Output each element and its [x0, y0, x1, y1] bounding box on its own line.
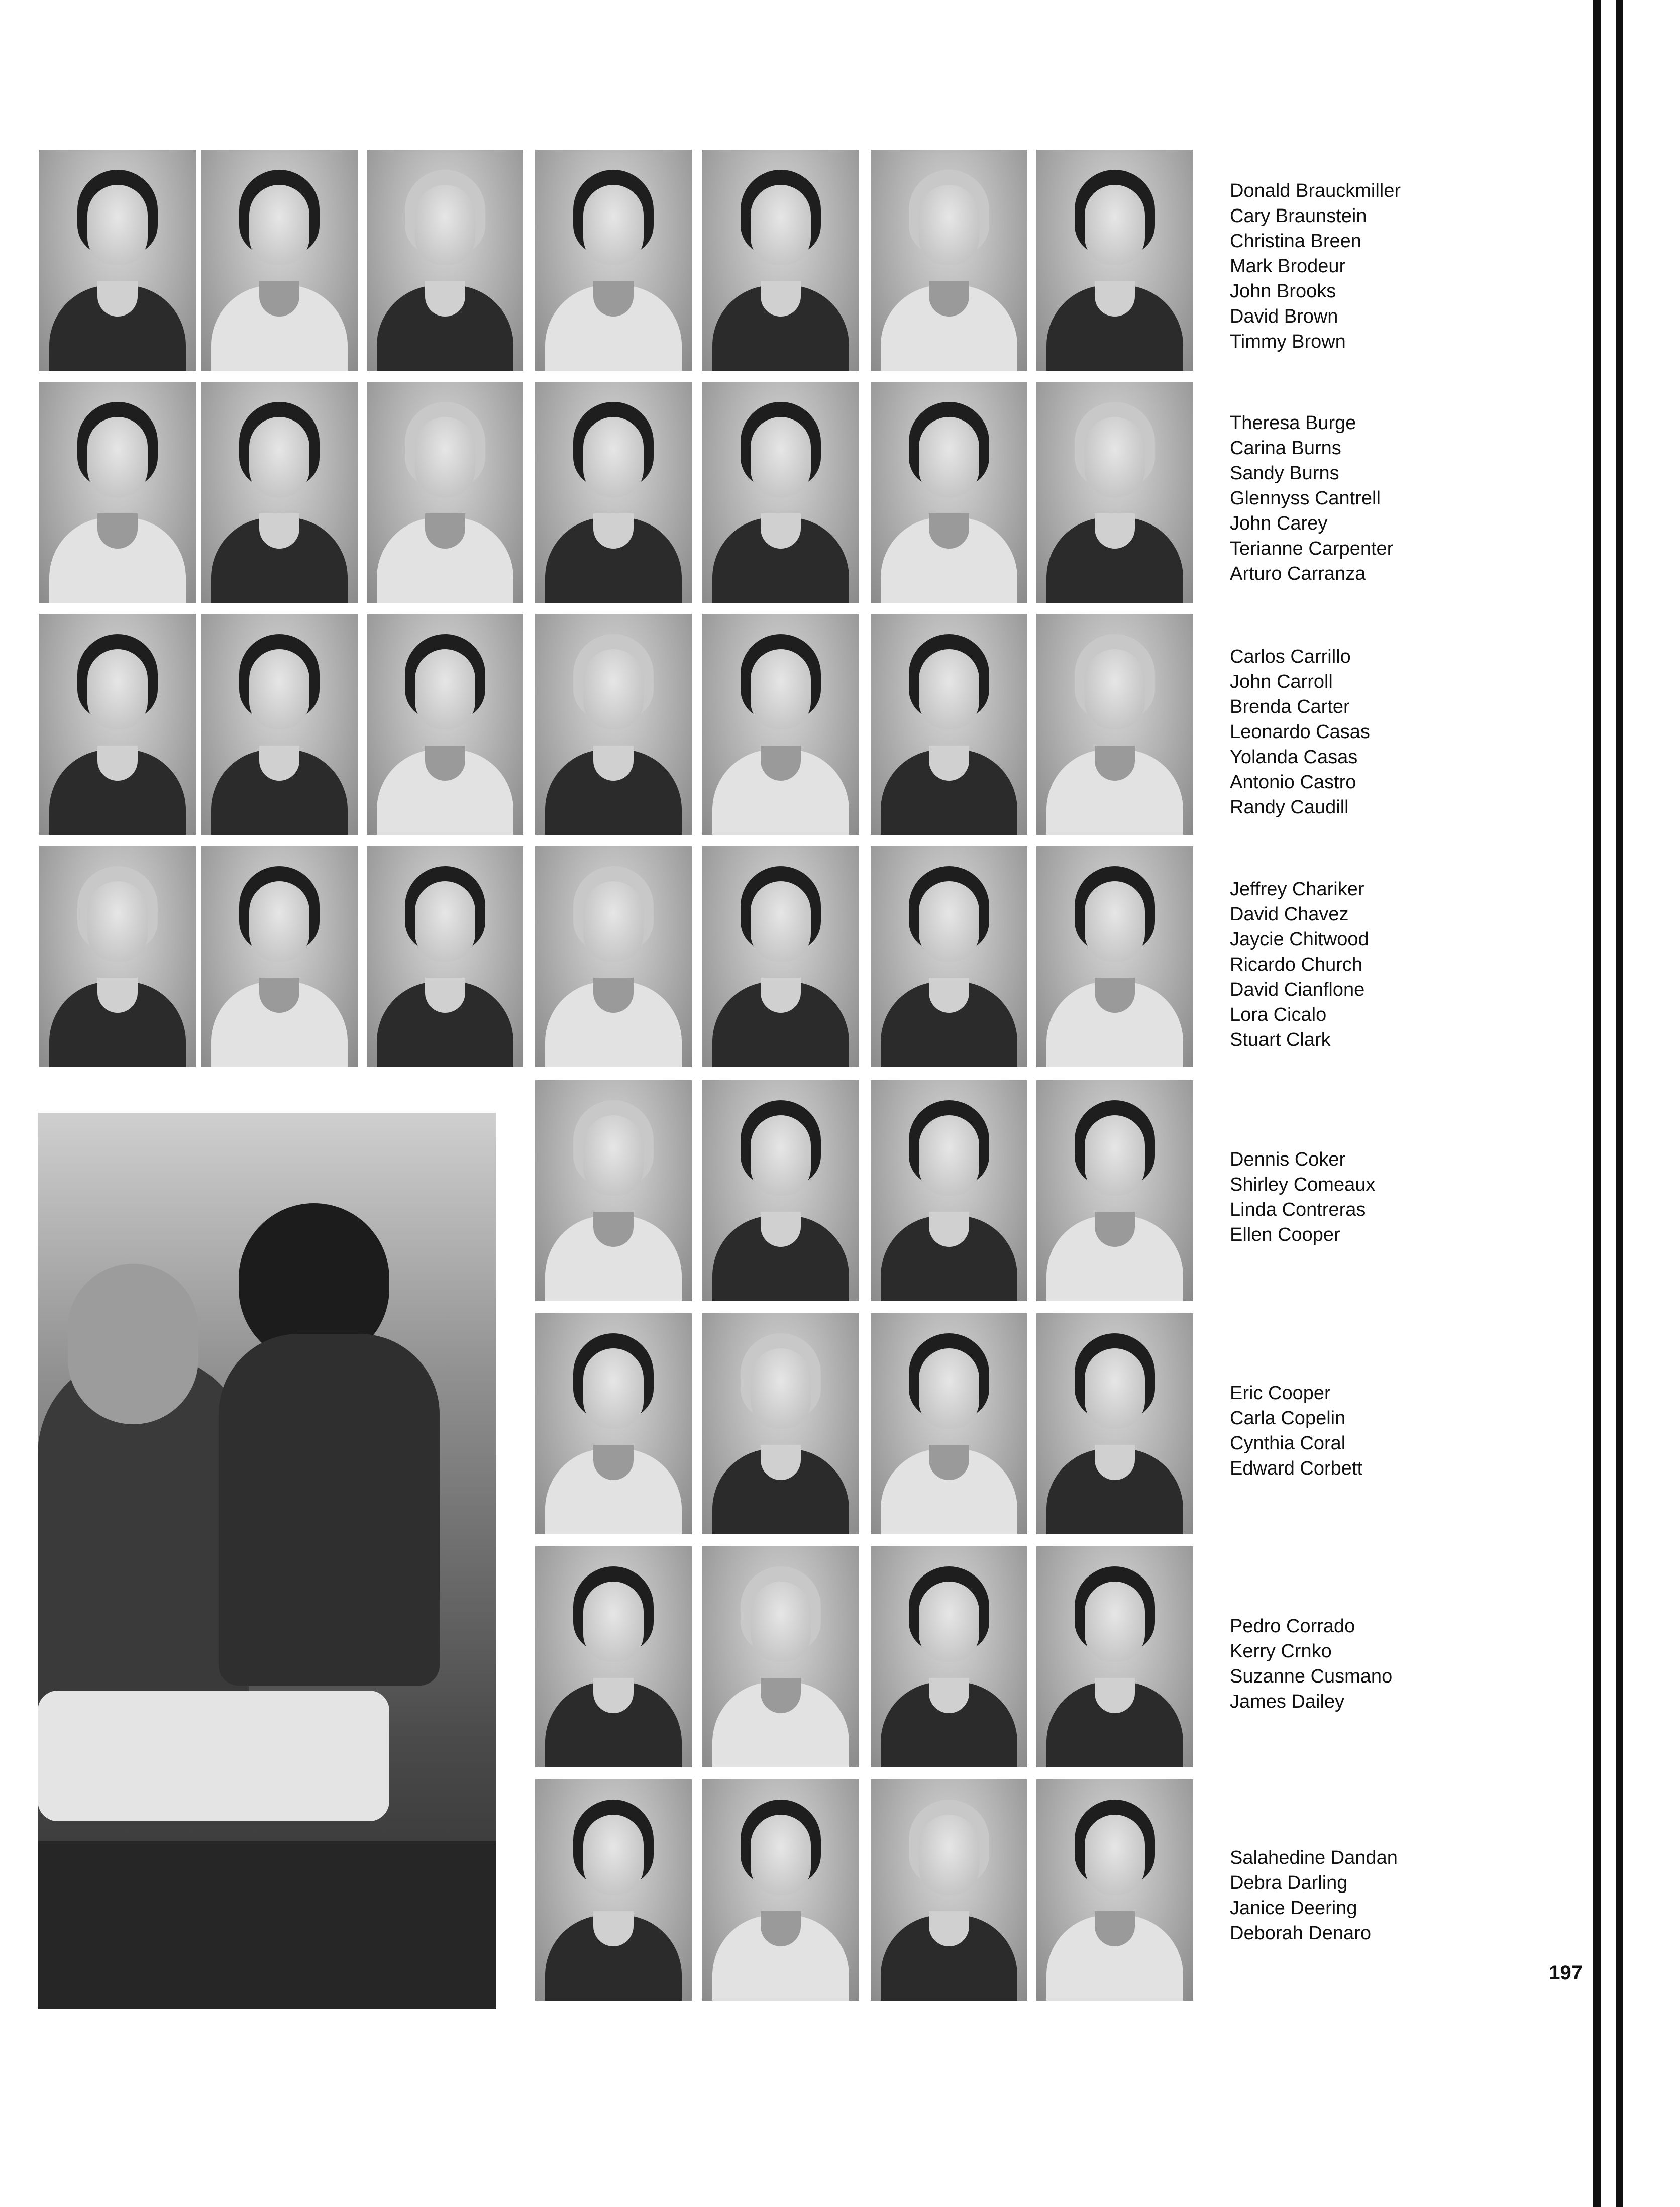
student-portrait [1036, 1313, 1193, 1534]
name-list [1230, 178, 1491, 354]
portrait-face [1085, 1582, 1145, 1662]
student-name: John Brooks [1230, 281, 1336, 302]
portrait-face [919, 185, 979, 265]
student-portrait [535, 1779, 692, 2001]
student-name: David Cianflone [1230, 979, 1365, 1000]
portrait-face [249, 649, 309, 729]
student-portrait [39, 846, 196, 1067]
student-portrait [702, 1546, 859, 1767]
student-name: John Carroll [1230, 671, 1333, 692]
student-portrait [871, 382, 1027, 603]
student-portrait [871, 846, 1027, 1067]
student-portrait [367, 382, 523, 603]
student-name: Debra Darling [1230, 1872, 1348, 1894]
student-name: Jeffrey Chariker [1230, 879, 1364, 900]
portrait-face [919, 649, 979, 729]
portrait-face [415, 185, 475, 265]
student-name: Janice Deering [1230, 1898, 1357, 1919]
portrait-face [583, 1815, 644, 1895]
portrait-face [87, 185, 148, 265]
student-portrait [1036, 846, 1193, 1067]
student-portrait [367, 150, 523, 371]
student-name: Dennis Coker [1230, 1149, 1346, 1170]
student-portrait [1036, 150, 1193, 371]
student-portrait [702, 1779, 859, 2001]
name-list [1230, 877, 1491, 1053]
page-number: 197 [1549, 1962, 1583, 1984]
student-portrait [535, 1080, 692, 1301]
portrait-face [249, 881, 309, 962]
name-list [1230, 644, 1491, 820]
student-portrait [702, 614, 859, 835]
page-edge-rule-thin [1616, 0, 1623, 2207]
portrait-face [87, 649, 148, 729]
portrait-face [583, 1115, 644, 1196]
student-name: Salahedine Dandan [1230, 1847, 1398, 1868]
portrait-face [583, 881, 644, 962]
portrait-face [583, 417, 644, 497]
student-portrait [367, 846, 523, 1067]
portrait-face [751, 649, 811, 729]
student-portrait [535, 614, 692, 835]
portrait-face [249, 417, 309, 497]
student-name: Antonio Castro [1230, 772, 1356, 793]
student-name: Carina Burns [1230, 438, 1341, 459]
student-portrait [702, 846, 859, 1067]
student-portrait [702, 382, 859, 603]
student-portrait [1036, 382, 1193, 603]
student-portrait [702, 1313, 859, 1534]
student-name: Leonardo Casas [1230, 721, 1370, 743]
student-name: Kerry Crnko [1230, 1641, 1332, 1662]
portrait-face [415, 649, 475, 729]
student-portrait [201, 150, 358, 371]
student-name: David Brown [1230, 306, 1338, 327]
student-name: Brenda Carter [1230, 696, 1350, 717]
student-portrait [39, 614, 196, 835]
student-name: Sandy Burns [1230, 463, 1339, 484]
student-portrait [1036, 1080, 1193, 1301]
student-portrait [702, 1080, 859, 1301]
portrait-face [751, 881, 811, 962]
portrait-face [751, 1582, 811, 1662]
portrait-face [1085, 185, 1145, 265]
student-name: Eric Cooper [1230, 1383, 1331, 1404]
student-name: Yolanda Casas [1230, 747, 1358, 768]
portrait-face [919, 1115, 979, 1196]
student-portrait [871, 1080, 1027, 1301]
portrait-face [1085, 417, 1145, 497]
student-name: Christina Breen [1230, 231, 1361, 252]
student-portrait [535, 846, 692, 1067]
student-name: Pedro Corrado [1230, 1616, 1355, 1637]
name-list [1230, 410, 1491, 586]
student-portrait [201, 846, 358, 1067]
student-portrait [39, 150, 196, 371]
portrait-face [415, 417, 475, 497]
portrait-face [1085, 649, 1145, 729]
student-name: Jaycie Chitwood [1230, 929, 1369, 950]
student-name: Ellen Cooper [1230, 1224, 1340, 1245]
student-portrait [871, 150, 1027, 371]
student-portrait [871, 1313, 1027, 1534]
student-name: David Chavez [1230, 904, 1349, 925]
student-name: James Dailey [1230, 1691, 1345, 1712]
portrait-face [751, 1348, 811, 1429]
student-name: Carlos Carrillo [1230, 646, 1351, 667]
portrait-face [1085, 1348, 1145, 1429]
portrait-face [919, 1582, 979, 1662]
name-list [1230, 1845, 1491, 1946]
portrait-face [415, 881, 475, 962]
student-portrait [39, 382, 196, 603]
candid-head-left [68, 1264, 198, 1424]
student-name: Ricardo Church [1230, 954, 1362, 975]
portrait-face [1085, 1815, 1145, 1895]
portrait-face [919, 1815, 979, 1895]
candid-legs [38, 1691, 389, 1821]
portrait-face [919, 1348, 979, 1429]
name-list [1230, 1147, 1491, 1247]
student-portrait [367, 614, 523, 835]
portrait-face [751, 185, 811, 265]
student-portrait [535, 382, 692, 603]
name-list [1230, 1614, 1491, 1714]
student-portrait [871, 614, 1027, 835]
student-name: Cynthia Coral [1230, 1433, 1346, 1454]
student-portrait [1036, 614, 1193, 835]
student-name: Linda Contreras [1230, 1199, 1366, 1220]
portrait-face [249, 185, 309, 265]
student-portrait [871, 1779, 1027, 2001]
student-name: Randy Caudill [1230, 797, 1349, 818]
student-name: Edward Corbett [1230, 1458, 1363, 1479]
portrait-face [919, 881, 979, 962]
student-name: Carla Copelin [1230, 1408, 1346, 1429]
student-portrait [1036, 1779, 1193, 2001]
student-name: Lora Cicalo [1230, 1004, 1327, 1025]
student-portrait [1036, 1546, 1193, 1767]
student-name: John Carey [1230, 513, 1328, 534]
portrait-face [751, 1115, 811, 1196]
portrait-face [751, 417, 811, 497]
student-portrait [702, 150, 859, 371]
portrait-face [583, 1582, 644, 1662]
portrait-face [751, 1815, 811, 1895]
student-name: Mark Brodeur [1230, 256, 1346, 277]
portrait-face [1085, 881, 1145, 962]
page-edge-rule-thick [1593, 0, 1601, 2207]
student-portrait [535, 1546, 692, 1767]
candid-figure-right [219, 1334, 440, 1686]
portrait-face [583, 1348, 644, 1429]
student-name: Arturo Carranza [1230, 563, 1366, 584]
student-name: Deborah Denaro [1230, 1923, 1371, 1944]
portrait-face [1085, 1115, 1145, 1196]
candid-photo [38, 1113, 496, 2009]
student-name: Cary Braunstein [1230, 205, 1367, 227]
portrait-face [919, 417, 979, 497]
student-name: Suzanne Cusmano [1230, 1666, 1393, 1687]
student-portrait [535, 150, 692, 371]
portrait-face [87, 417, 148, 497]
student-name: Terianne Carpenter [1230, 538, 1394, 559]
portrait-face [87, 881, 148, 962]
candid-floor [38, 1841, 496, 2009]
student-name: Glennyss Cantrell [1230, 488, 1381, 509]
portrait-face [583, 649, 644, 729]
student-portrait [871, 1546, 1027, 1767]
student-name: Shirley Comeaux [1230, 1174, 1376, 1195]
student-portrait [535, 1313, 692, 1534]
name-list [1230, 1381, 1491, 1481]
student-portrait [201, 614, 358, 835]
student-name: Stuart Clark [1230, 1029, 1331, 1050]
student-name: Theresa Burge [1230, 412, 1356, 434]
portrait-face [583, 185, 644, 265]
student-name: Timmy Brown [1230, 331, 1346, 352]
student-portrait [201, 382, 358, 603]
student-name: Donald Brauckmiller [1230, 180, 1401, 201]
